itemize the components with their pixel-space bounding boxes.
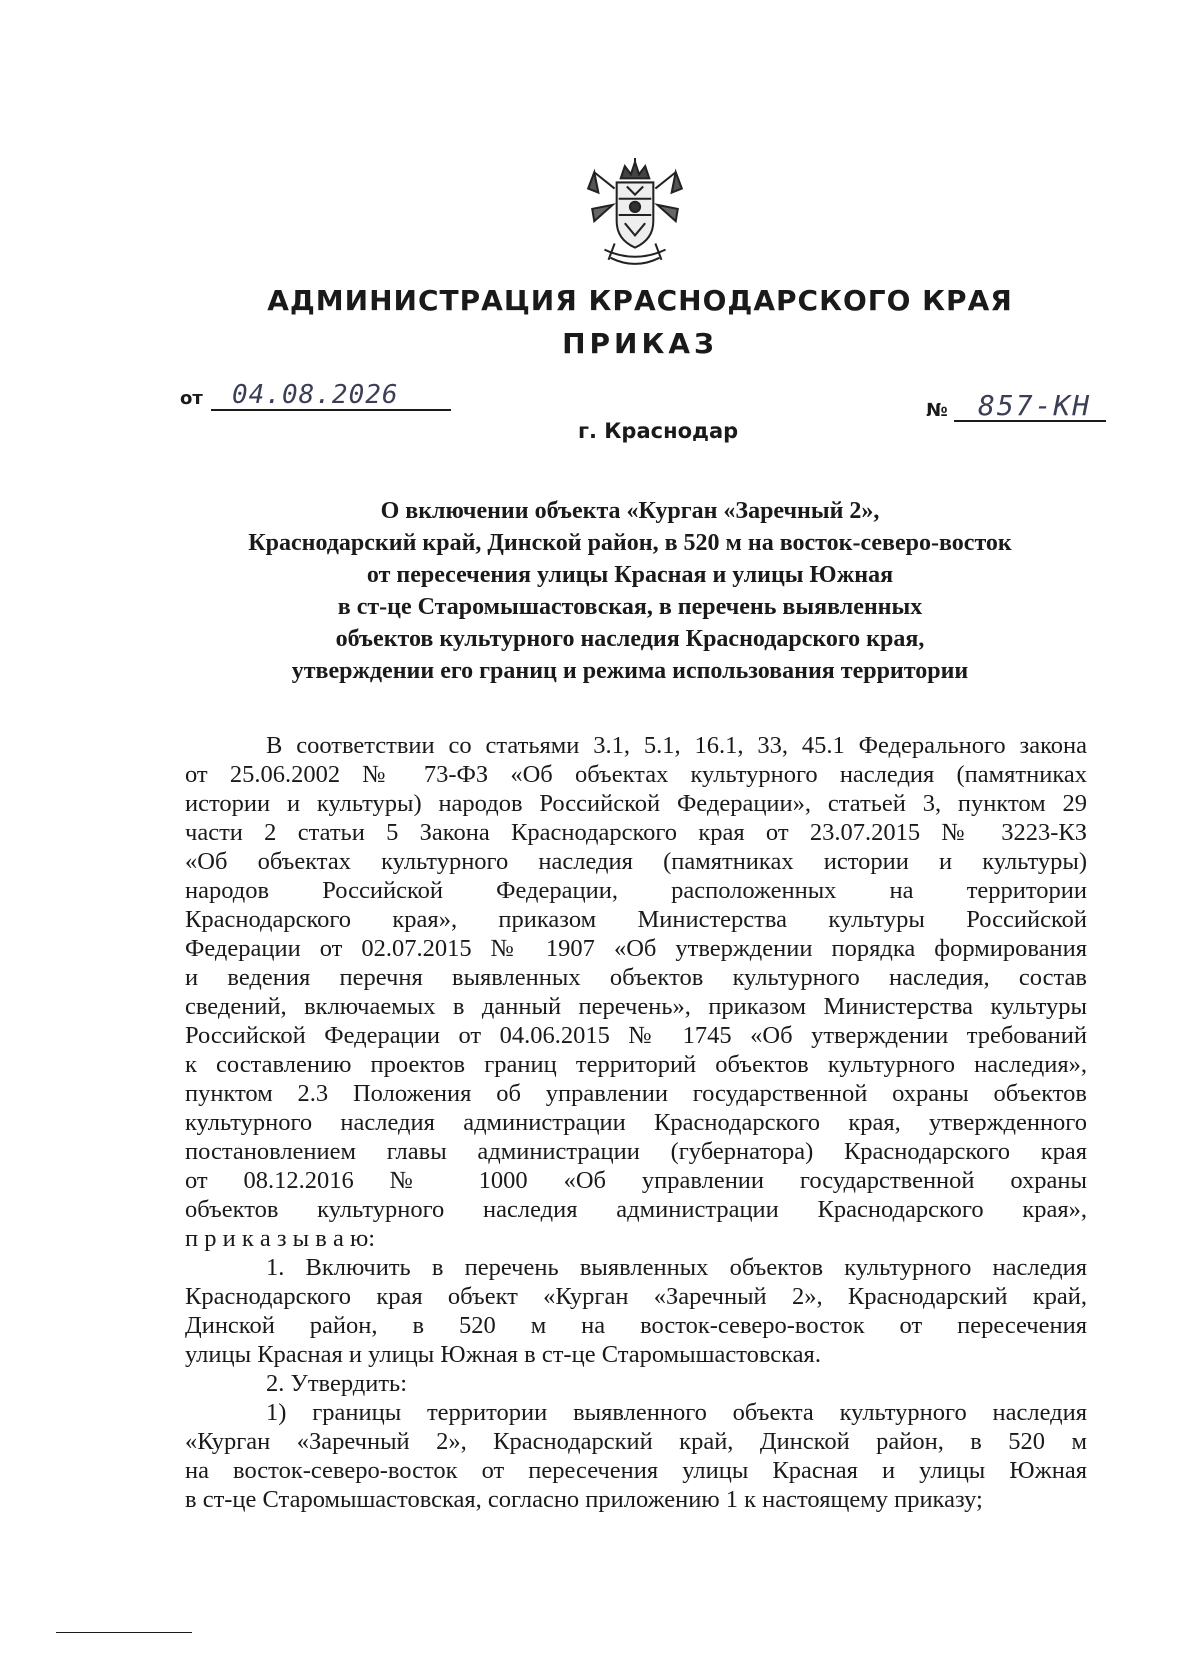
footer-rule: [56, 1632, 192, 1633]
subject-line: объектов культурного наследия Краснодарского края,: [335, 626, 925, 652]
body-line-subitem-1: 1) границы территории выявленного объекта культурного наследия: [266, 1399, 1087, 1426]
body-line: «Курган «Заречный 2», Краснодарский край, Динской район, в 520 м: [185, 1428, 1087, 1455]
order-body: [185, 731, 1087, 1514]
number-label: №: [926, 400, 948, 421]
body-line: к составлению проектов границ территорий объектов культурного наследия»,: [185, 1051, 1087, 1078]
date-label: от: [180, 388, 203, 409]
body-line: от 08.12.2016 № 1000 «Об управлении государственной охраны: [185, 1167, 1087, 1194]
document-type: ПРИКАЗ: [562, 327, 718, 360]
subject-line: О включении объекта «Курган «Заречный 2»,: [380, 498, 880, 524]
body-line: истории и культуры) народов Российской Федерации», статьей 3, пунктом 29: [185, 790, 1087, 817]
body-line: улицы Красная и улицы Южная в ст-це Старомышастовская.: [185, 1341, 821, 1368]
body-line: Краснодарского края», приказом Министерства культуры Российской: [185, 906, 1087, 933]
handwritten-order-number: 857-КН: [978, 389, 1092, 422]
subject-line: от пересечения улицы Красная и улицы Южная: [366, 562, 894, 588]
body-line: части 2 статьи 5 Закона Краснодарского края от 23.07.2015 № 3223-КЗ: [185, 819, 1087, 846]
body-line: «Об объектах культурного наследия (памятниках истории и культуры): [185, 848, 1087, 875]
body-line: на восток-северо-восток от пересечения улицы Красная и улицы Южная: [185, 1457, 1087, 1484]
body-line: Федерации от 02.07.2015 № 1907 «Об утверждении порядка формирования: [185, 935, 1087, 962]
body-line: постановлением главы администрации (губернатора) Краснодарского края: [185, 1138, 1087, 1165]
subject-line: в ст-це Старомышастовская, в перечень выявленных: [337, 594, 923, 620]
krasnodar-coat-of-arms-emblem: [584, 158, 686, 270]
body-line: и ведения перечня выявленных объектов культурного наследия, состав: [185, 964, 1087, 991]
body-line: Российской Федерации от 04.06.2015 № 1745 «Об утверждении требований: [185, 1022, 1087, 1049]
body-line-item-2: 2. Утвердить:: [266, 1370, 408, 1397]
body-line: культурного наследия администрации Краснодарского края, утвержденного: [185, 1109, 1087, 1136]
subject-line: Краснодарский край, Динской район, в 520 м на восток-северо-восток: [248, 530, 1012, 556]
body-line: объектов культурного наследия администрации Краснодарского края»,: [185, 1196, 1087, 1223]
body-line: пунктом 2.3 Положения об управлении государственной охраны объектов: [185, 1080, 1087, 1107]
body-line: Динской район, в 520 м на восток-северо-восток от пересечения: [185, 1312, 1087, 1339]
order-subject: [190, 495, 1070, 687]
handwritten-date: 04.08.2026: [232, 380, 399, 410]
body-line: сведений, включаемых в данный перечень», приказом Министерства культуры: [185, 993, 1087, 1020]
body-line: народов Российской Федерации, расположенных на территории: [185, 877, 1087, 904]
body-line: от 25.06.2002 № 73-ФЗ «Об объектах культурного наследия (памятниках: [185, 761, 1087, 788]
subject-line: утверждении его границ и режима использования территории: [291, 658, 969, 684]
body-line: в ст-це Старомышастовская, согласно приложению 1 к настоящему приказу;: [185, 1486, 983, 1513]
body-line: В соответствии со статьями 3.1, 5.1, 16.1, 33, 45.1 Федерального закона: [266, 732, 1087, 759]
organization-name: АДМИНИСТРАЦИЯ КРАСНОДАРСКОГО КРАЯ: [267, 284, 1013, 317]
body-line: Краснодарского края объект «Курган «Заречный 2», Краснодарский край,: [185, 1283, 1087, 1310]
city-name: г. Краснодар: [578, 419, 739, 443]
body-line-order-word: п р и к а з ы в а ю:: [185, 1225, 376, 1252]
body-line-item-1: 1. Включить в перечень выявленных объектов культурного наследия: [266, 1254, 1087, 1281]
